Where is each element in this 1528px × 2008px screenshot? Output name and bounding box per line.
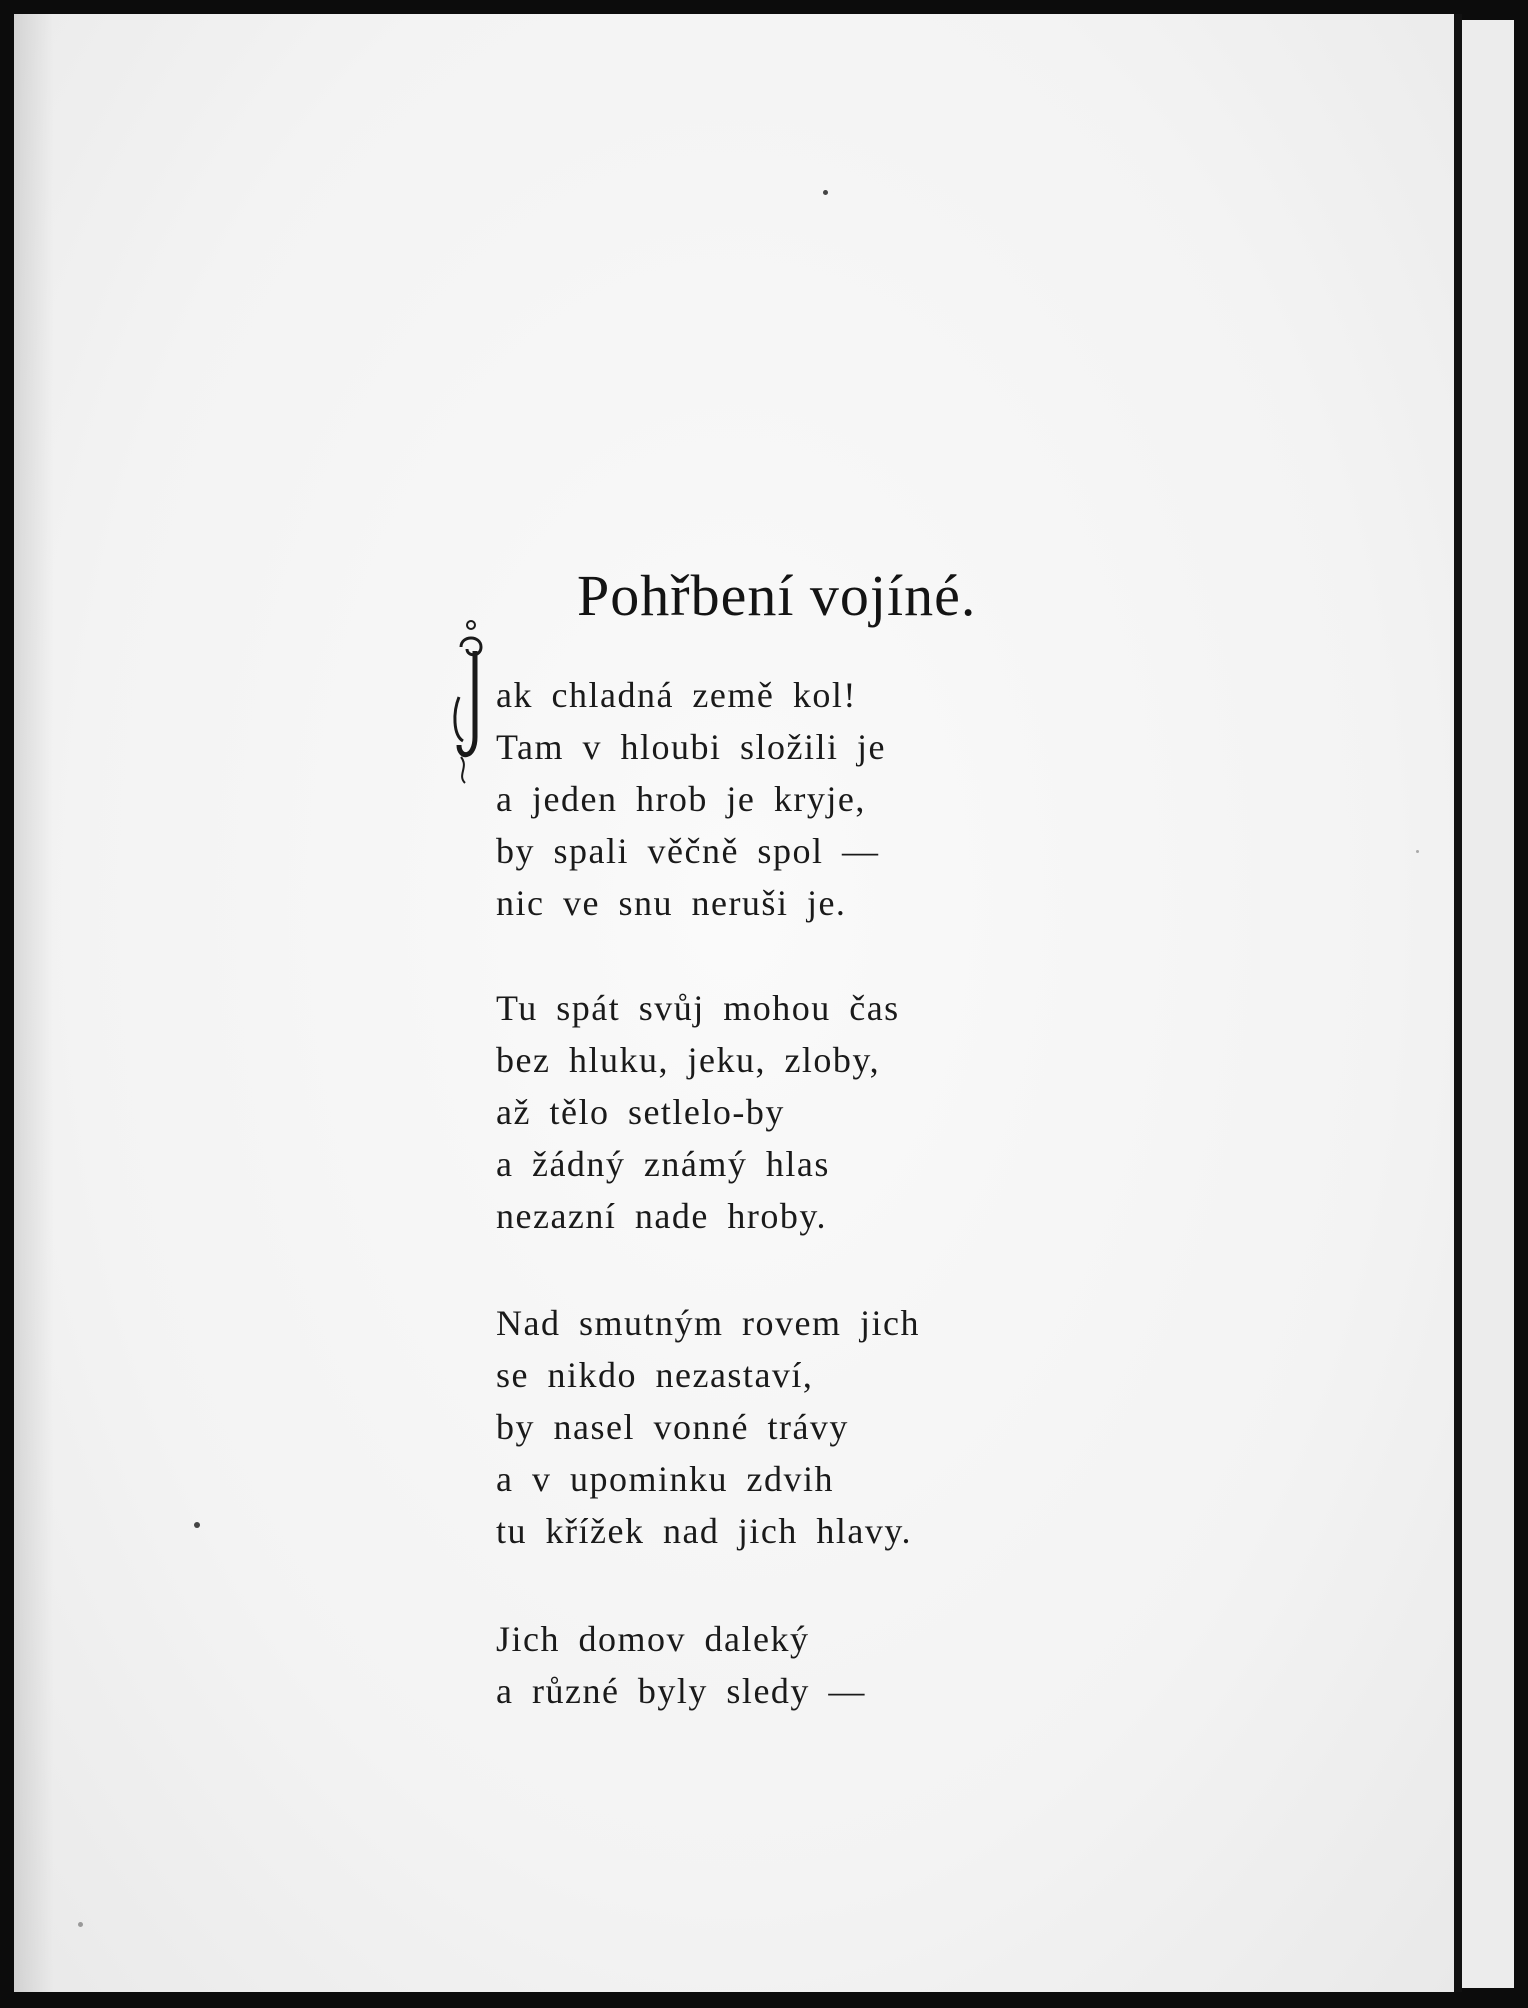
stanza-3 xyxy=(496,1297,920,1557)
poem-line: tu křížek nad jich hlavy. xyxy=(496,1511,913,1551)
ink-speck xyxy=(823,190,828,195)
poem-line: by spali věčně spol — xyxy=(496,831,880,871)
poem-line: a různé byly sledy — xyxy=(496,1671,866,1711)
book-page xyxy=(14,14,1454,1992)
poem-line: bez hluku, jeku, zloby, xyxy=(496,1040,881,1080)
poem-line: a žádný známý hlas xyxy=(496,1144,830,1184)
poem-line: nic ve snu neruši je. xyxy=(496,883,847,923)
adjacent-page-strip xyxy=(1462,20,1514,1988)
poem-line: a jeden hrob je kryje, xyxy=(496,779,866,819)
poem-line: Jich domov daleký xyxy=(496,1619,810,1659)
poem-line: ak chladná země kol! xyxy=(496,675,857,715)
ornamental-drop-cap-j xyxy=(451,617,491,787)
poem-line: až tělo setlelo-by xyxy=(496,1092,785,1132)
poem-line: Nad smutným rovem jich xyxy=(496,1303,920,1343)
ink-speck xyxy=(78,1922,83,1927)
ink-speck xyxy=(194,1522,200,1528)
poem-line: a v upominku zdvih xyxy=(496,1459,834,1499)
poem-line: Tam v hloubi složili je xyxy=(496,727,886,767)
poem-line: Tu spát svůj mohou čas xyxy=(496,988,900,1028)
ink-speck xyxy=(1416,850,1419,853)
poem-title: Pohřbení vojíné. xyxy=(577,563,977,628)
stanza-4 xyxy=(496,1613,866,1717)
poem-line: se nikdo nezastaví, xyxy=(496,1355,814,1395)
stanza-2 xyxy=(496,982,900,1242)
page-gutter xyxy=(1454,14,1462,1992)
poem-line: nezazní nade hroby. xyxy=(496,1196,828,1236)
page-edge-shadow xyxy=(14,14,54,1992)
poem-line: by nasel vonné trávy xyxy=(496,1407,849,1447)
stanza-1 xyxy=(496,669,886,929)
